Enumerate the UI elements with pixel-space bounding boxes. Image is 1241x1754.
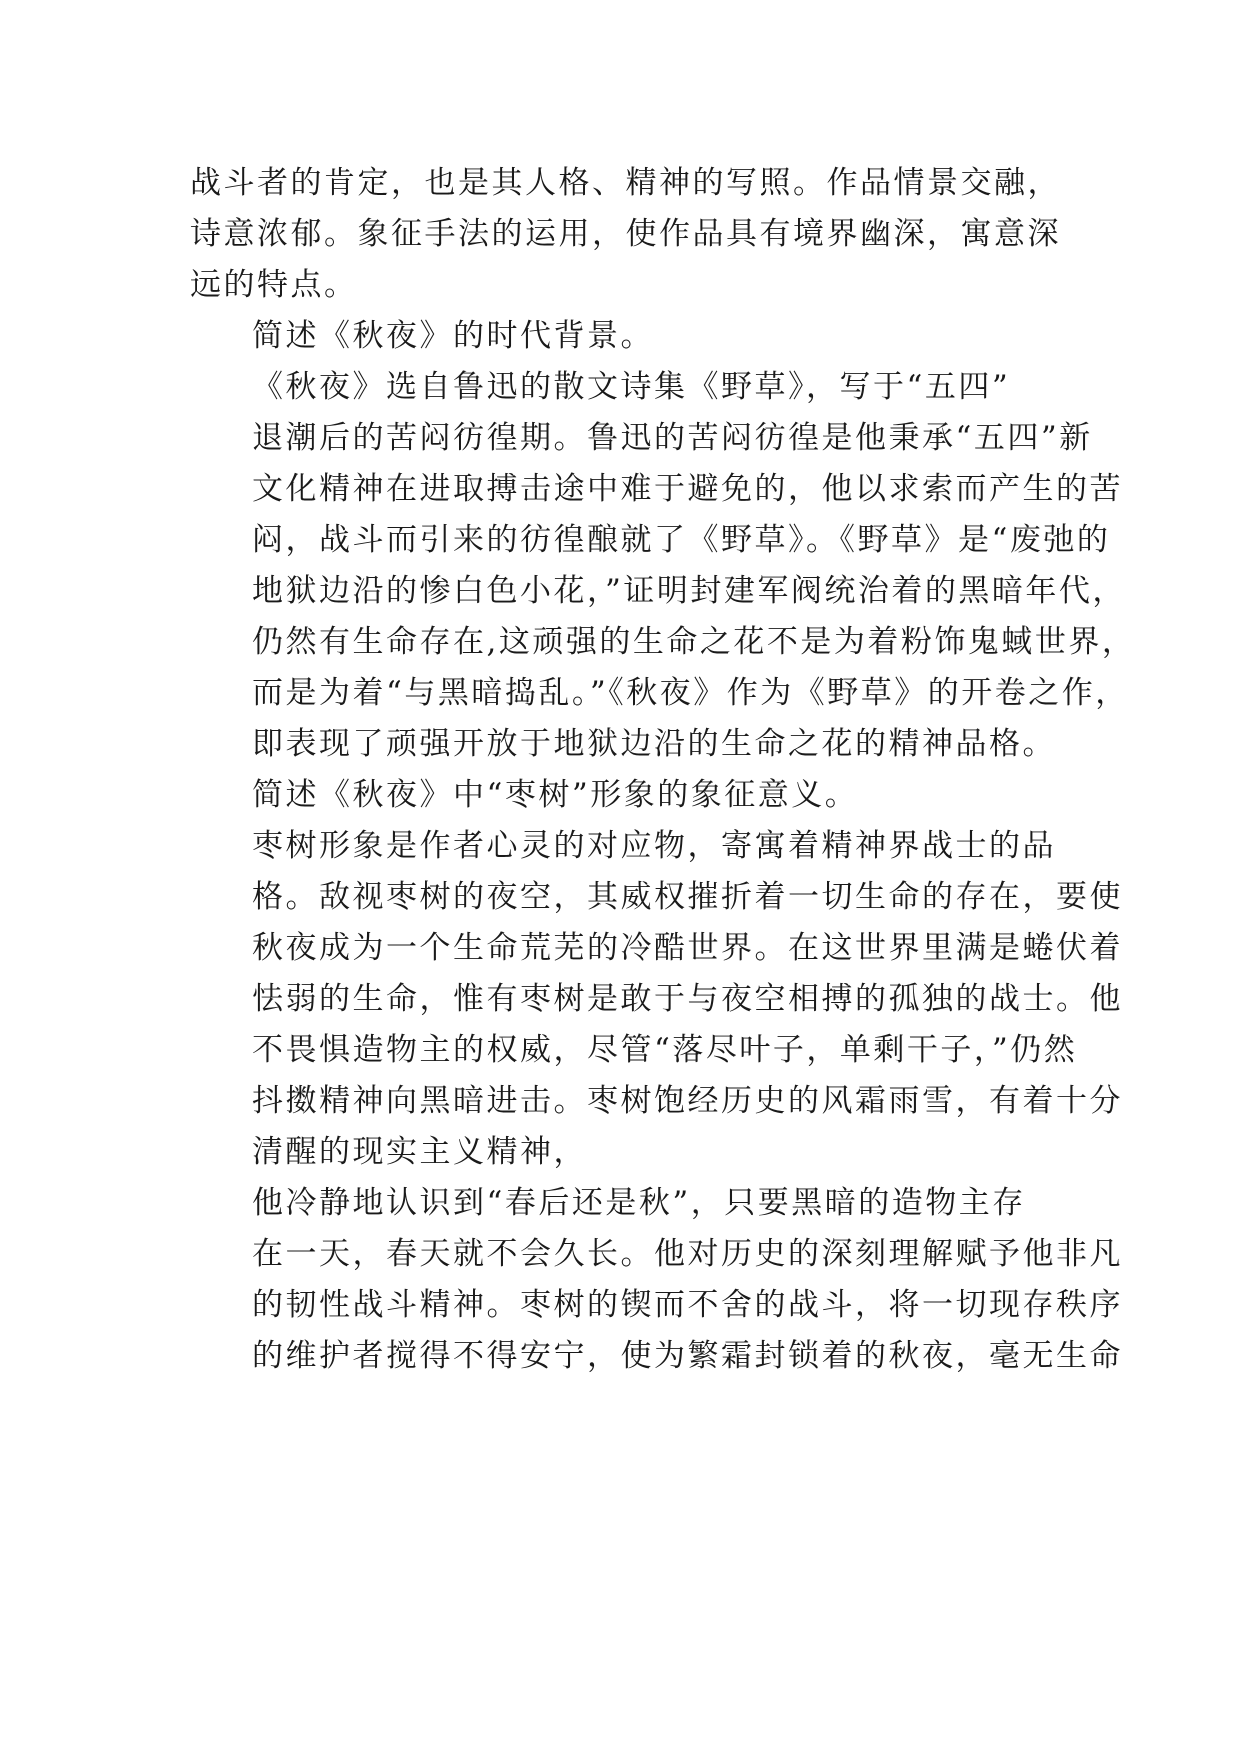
text-line: 简述《秋夜》中“枣树”形象的象征意义。 xyxy=(252,777,859,813)
text-line: 在一天，春天就不会久长。他对历史的深刻理解赋予他非凡 xyxy=(252,1236,1123,1272)
text-line: 枣树形象是作者心灵的对应物，寄寓着精神界战士的品 xyxy=(252,828,1056,864)
text-line: 不畏惧造物主的权威，尽管“落尽叶子，单剩干子，”仍然 xyxy=(252,1032,1078,1068)
paragraph xyxy=(190,362,1136,770)
text-line: 他冷静地认识到“春后还是秋”，只要黑暗的造物主存 xyxy=(252,1185,1026,1221)
text-line: 秋夜成为一个生命荒芜的冷酷世界。在这世界里满是蜷伏着 xyxy=(252,930,1123,966)
text-line: 而是为着“与黑暗捣乱。”《秋夜》作为《野草》的开卷之作， xyxy=(252,675,1129,711)
paragraph xyxy=(190,311,1065,362)
text-line: 诗意浓郁。象征手法的运用，使作品具有境界幽深，寓意深 xyxy=(190,216,1061,252)
text-line: 远的特点。 xyxy=(190,267,358,303)
text-line: 退潮后的苦闷彷徨期。鲁迅的苦闷彷徨是他秉承“五四”新 xyxy=(252,420,1093,456)
text-line: 简述《秋夜》的时代背景。 xyxy=(252,318,654,354)
text-line: 的韧性战斗精神。枣树的锲而不舍的战斗，将一切现存秩序 xyxy=(252,1287,1123,1323)
paragraph xyxy=(190,821,1123,1178)
paragraph xyxy=(190,158,1065,311)
text-line: 闷，战斗而引来的彷徨酿就了《野草》。《野草》是“废弛的 xyxy=(252,522,1111,558)
text-line: 文化精神在进取搏击途中难于避免的，他以求索而产生的苦 xyxy=(252,471,1123,507)
text-line: 清醒的现实主义精神， xyxy=(252,1134,587,1170)
text-line: 地狱边沿的惨白色小花，”证明封建军阀统治着的黑暗年代， xyxy=(252,573,1126,609)
text-line: 的维护者搅得不得安宁，使为繁霜封锁着的秋夜，毫无生命 xyxy=(252,1338,1123,1374)
text-line: 战斗者的肯定，也是其人格、精神的写照。作品情景交融， xyxy=(190,165,1061,201)
text-line: 怯弱的生命，惟有枣树是敢于与夜空相搏的孤独的战士。他 xyxy=(252,981,1123,1017)
paragraph xyxy=(190,770,1065,821)
document-body xyxy=(190,158,1136,1382)
text-line: 即表现了顽强开放于地狱边沿的生命之花的精神品格。 xyxy=(252,726,1056,762)
text-line: 抖擞精神向黑暗进击。枣树饱经历史的风霜雨雪，有着十分 xyxy=(252,1083,1123,1119)
text-line: 格。敌视枣树的夜空，其威权摧折着一切生命的存在，要使 xyxy=(252,879,1123,915)
text-line: 《秋夜》选自鲁迅的散文诗集《野草》，写于“五四” xyxy=(252,369,1011,405)
text-line: 仍然有生命存在,这顽强的生命之花不是为着粉饰鬼蜮世界， xyxy=(252,624,1136,660)
paragraph xyxy=(190,1178,1123,1382)
